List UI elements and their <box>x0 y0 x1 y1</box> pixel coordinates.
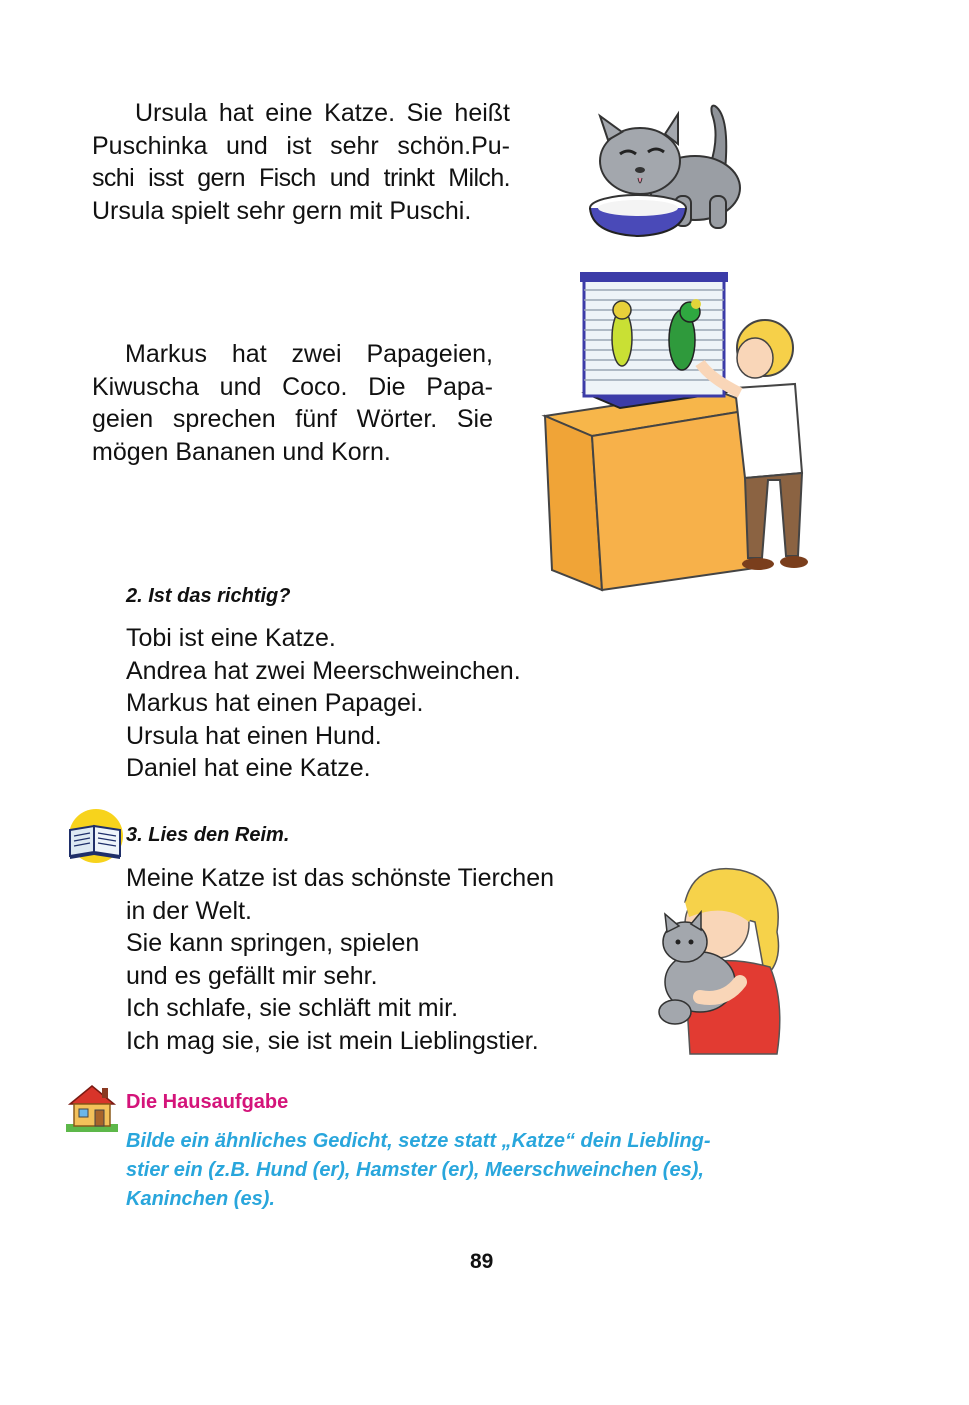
text-line: Markus hat zwei Papageien, <box>125 340 493 368</box>
task-2-title: 2. Ist das richtig? <box>126 585 291 607</box>
page-number: 89 <box>470 1250 494 1273</box>
girl-hugging-cat-illustration <box>645 862 790 1057</box>
rhyme-line: und es gefällt mir sehr. <box>126 961 378 990</box>
statement-item: Andrea hat zwei Meerschweinchen. <box>126 656 521 685</box>
text-line: Ursula spielt sehr gern mit Puschi. <box>92 196 472 225</box>
text-ursula <box>92 97 510 227</box>
statement-item: Markus hat einen Papagei. <box>126 689 424 717</box>
homework-title: Die Hausaufgabe <box>126 1091 289 1113</box>
text-line: mögen Bananen und Korn. <box>92 437 391 466</box>
text-line: Kiwuscha und Coco. Die Papa- <box>92 372 493 401</box>
text-line: Ursula hat eine Katze. Sie heißt <box>135 99 510 127</box>
homework-line: Kaninchen (es). <box>126 1188 275 1210</box>
rhyme-line: in der Welt. <box>126 896 252 925</box>
open-book-icon <box>64 808 126 864</box>
statement-item: Daniel hat eine Katze. <box>126 754 371 782</box>
rhyme-text <box>126 862 554 1057</box>
boy-with-parrot-cage-illustration <box>540 268 815 593</box>
task-3-title: 3. Lies den Reim. <box>126 824 290 846</box>
homework-line: stier ein (z.B. Hund (er), Hamster (er), Meerschweinchen (es), <box>126 1159 704 1181</box>
rhyme-line: Ich mag sie, sie ist mein Lieblingstier. <box>126 1026 539 1055</box>
homework-text <box>126 1127 711 1214</box>
text-line: geien sprechen fünf Wörter. Sie <box>92 405 493 433</box>
rhyme-line: Ich schlafe, sie schläft mit mir. <box>126 994 459 1022</box>
text-markus <box>92 338 493 468</box>
rhyme-line: Meine Katze ist das schönste Tierchen <box>126 864 555 892</box>
text-line: schi isst gern Fisch und trinkt Milch. <box>92 164 510 192</box>
statement-item: Tobi ist eine Katze. <box>126 624 336 652</box>
house-icon <box>64 1082 120 1134</box>
task-2-statements <box>126 622 521 785</box>
rhyme-line: Sie kann springen, spielen <box>126 929 420 957</box>
cat-drinking-milk-illustration <box>560 96 790 241</box>
text-line: Puschinka und ist sehr schön.Pu- <box>92 131 510 160</box>
homework-line: Bilde ein ähnliches Gedicht, setze statt „Katze“ dein Liebling- <box>126 1130 711 1152</box>
statement-item: Ursula hat einen Hund. <box>126 721 382 750</box>
